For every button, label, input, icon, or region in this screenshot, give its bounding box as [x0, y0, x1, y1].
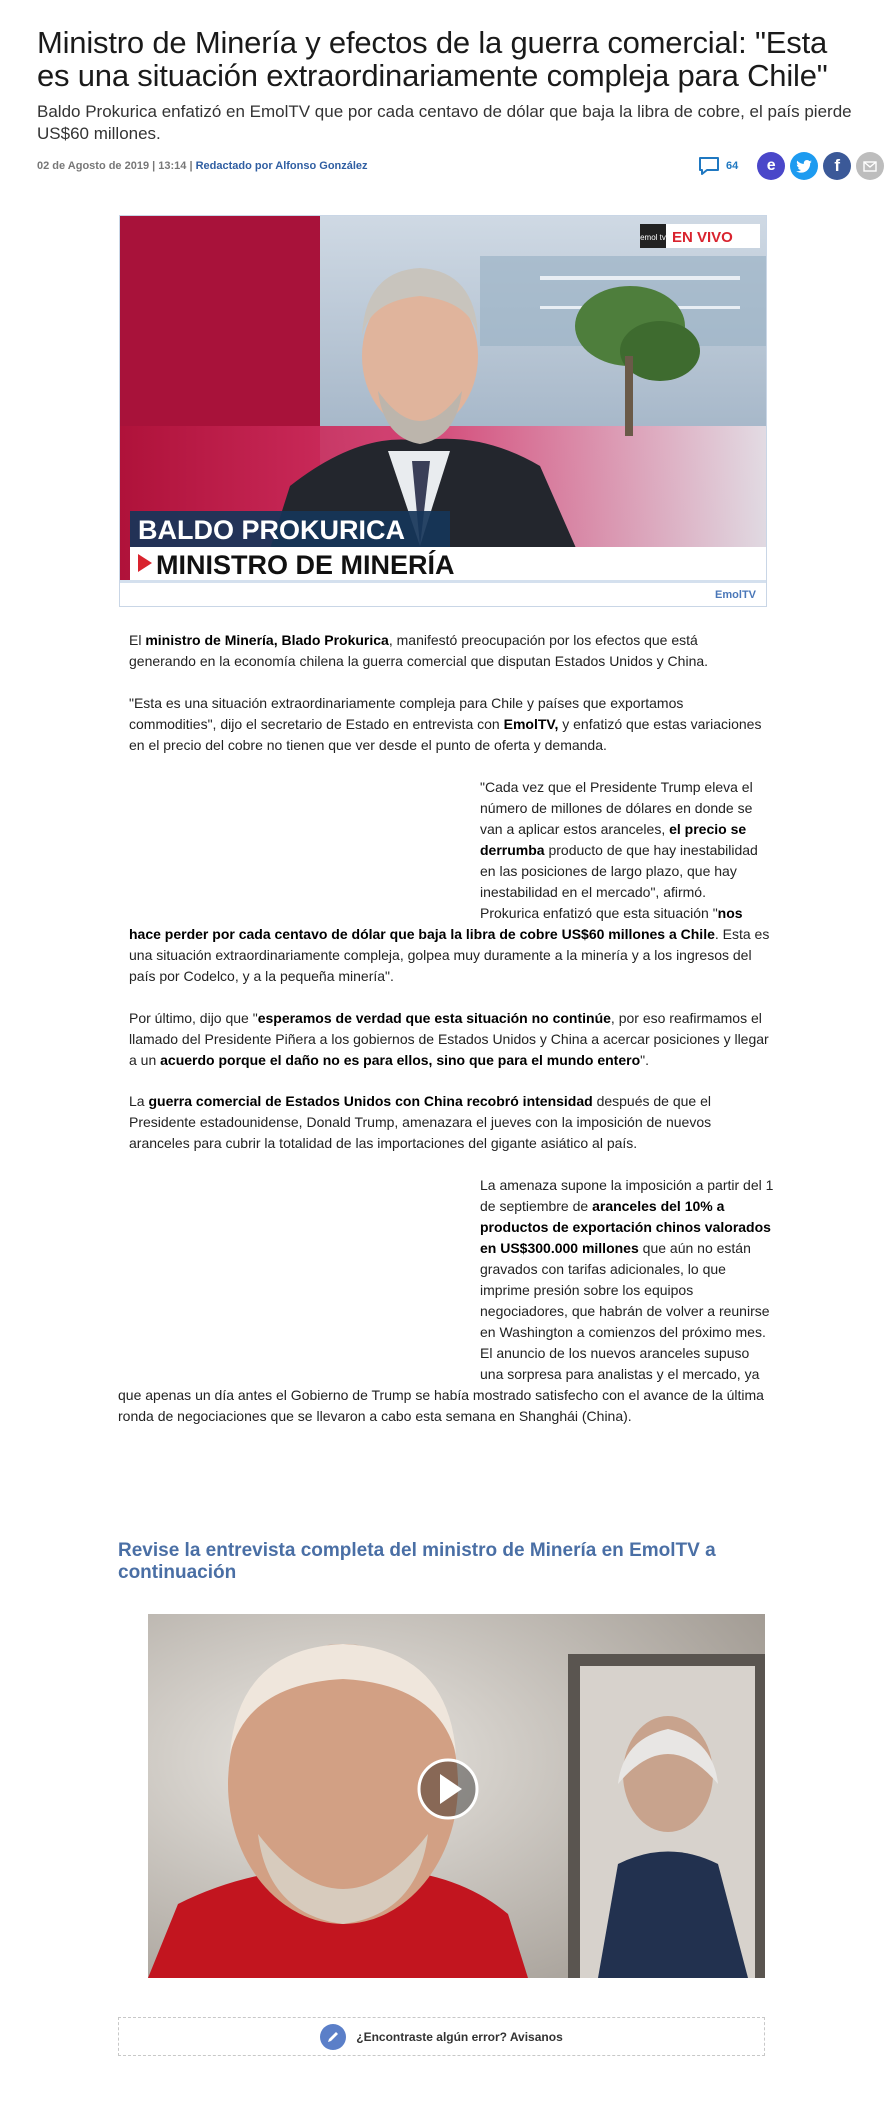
video-section-title: Revise la entrevista completa del ministro de Minería en EmolTV a continuación	[118, 1540, 716, 1583]
text-span: y enfatizó que estas variaciones en el precio del cobre no tienen que ver desde el punto de oferta y demanda.	[129, 716, 762, 753]
caption-source: EmolTV	[715, 589, 756, 601]
text-span: "Esta es una situación extraordinariamente compleja para Chile y países que exportamos commodities", dijo el secretario de Estado en entrevista con	[129, 695, 684, 732]
text-span: La amenaza supone la imposición a partir del 1 de septiembre de	[480, 1177, 774, 1214]
bold-span: el precio se derrumba	[480, 821, 747, 858]
paragraph-4-start	[480, 903, 774, 924]
mail-icon	[863, 161, 877, 172]
facebook-icon: f	[834, 156, 841, 175]
text-span: La	[129, 1093, 149, 1109]
article-body	[118, 630, 774, 1510]
text-span: después de que el Presidente estadounidense, Donald Trump, amenazara el jueves con la imposición de nuevos aranceles para cubrir la totalidad de las importaciones del gigante asiático al país.	[129, 1093, 712, 1151]
bold-span: guerra comercial de Estados Unidos con China recobró intensidad	[148, 1093, 593, 1109]
bold-span: acuerdo porque el daño no es para ellos, sino que para el mundo entero	[160, 1052, 641, 1068]
twitter-share-button[interactable]	[790, 152, 818, 180]
hero-caption	[120, 580, 766, 606]
text-span: "Cada vez que el Presidente Trump eleva el número de millones de dólares en donde se van a aplicar estos aranceles,	[480, 779, 753, 837]
live-badge: EN VIVO	[672, 229, 733, 246]
paragraph-8: que apenas un día antes el Gobierno de Trump se había mostrado satisfecho con el avance de la última ronda de negociaciones que se llevaron a cabo esta semana en Shanghái (China).	[118, 1387, 764, 1424]
publish-date: 02 de Agosto de 2019 | 13:14 |	[37, 160, 193, 172]
bold-span: aranceles del 10% a productos de exportación chinos valorados en US$300.000 millones	[480, 1198, 771, 1256]
bold-span: hace perder por cada centavo de dólar que baja la libra de cobre US$60 millones a Chile	[129, 926, 715, 942]
report-error-label: ¿Encontraste algún error? Avisanos	[356, 2029, 563, 2044]
paragraph-7	[480, 1175, 774, 1343]
text-span: producto de que hay inestabilidad en las posiciones de largo plazo, que hay inestabilidad en el mercado", afirmó.	[480, 842, 758, 900]
lower-third-name: BALDO PROKURICA	[138, 515, 405, 545]
paragraph-5	[129, 1008, 774, 1071]
bold-span: nos	[717, 905, 743, 921]
paragraph-2	[129, 693, 774, 756]
emoltv-bug: emol tv	[640, 233, 666, 242]
paragraph-4	[129, 924, 774, 987]
email-share-button[interactable]	[856, 152, 884, 180]
comments-button[interactable]	[698, 156, 738, 176]
text-span: ".	[640, 1052, 649, 1068]
lower-third-role: MINISTRO DE MINERÍA	[156, 550, 455, 580]
author-link[interactable]: Redactado por Alfonso González	[195, 160, 368, 172]
video-player[interactable]	[118, 1614, 765, 1978]
paragraph-8-start: El anuncio de los nuevos aranceles supuso una sorpresa para analistas y el mercado, ya	[480, 1345, 760, 1382]
hero-image	[119, 215, 767, 607]
video-thumbnail	[148, 1614, 765, 1978]
text-span: , por eso reafirmamos el llamado del Presidente Piñera a los gobiernos de Estados Unidos y China a acercar posiciones y llegar a un	[129, 1010, 769, 1068]
text-span: que aún no están gravados con tarifas adicionales, lo que imprime presión sobre los equipos negociadores, que habrán de volver a reunirse en Washington a comienzos del próximo mes.	[480, 1240, 770, 1340]
hero-photo	[120, 216, 766, 580]
text-span: Por último, dijo que "	[129, 1010, 258, 1026]
article-subtitle: Baldo Prokurica enfatizó en EmolTV que por cada centavo de dólar que baja la libra de cobre, el país pierde US$60 millones.	[37, 102, 852, 143]
paragraph-3-quote	[480, 777, 774, 903]
bold-span: esperamos de verdad que esta situación no continúe	[257, 1010, 611, 1026]
share-bar	[698, 152, 884, 180]
article-title: Ministro de Minería y efectos de la guerra comercial: "Esta es una situación extraordinariamente compleja para Chile"	[37, 25, 828, 93]
comment-count: 64	[726, 160, 739, 172]
bold-span: EmolTV,	[503, 716, 559, 732]
comment-icon	[698, 156, 720, 176]
text-span: . Esta es una situación extraordinariamente compleja, golpea muy duramente a la minería y a los ingresos del país por Codelco, y a la pequeña minería".	[129, 926, 770, 984]
text-span: Prokurica enfatizó que esta situación "	[480, 905, 718, 921]
bold-span: ministro de Minería, Blado Prokurica	[145, 632, 389, 648]
article-meta	[37, 160, 368, 172]
emol-icon: e	[766, 157, 776, 174]
text-span: El	[129, 632, 146, 648]
paragraph-1	[129, 630, 767, 672]
facebook-share-button[interactable]	[823, 152, 851, 180]
report-error-button[interactable]	[118, 2017, 765, 2056]
text-span: , manifestó preocupación por los efectos que está generando en la economía chilena la guerra comercial que disputan Estados Unidos y China.	[129, 632, 709, 669]
pencil-icon	[320, 2024, 346, 2050]
emol-share-button[interactable]	[757, 152, 785, 180]
twitter-icon	[796, 160, 812, 173]
paragraph-6	[129, 1091, 774, 1154]
